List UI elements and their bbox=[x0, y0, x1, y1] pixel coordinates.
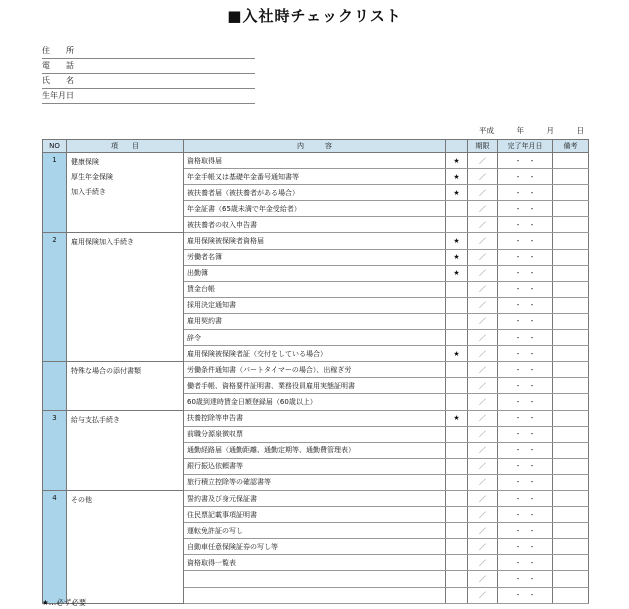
required-mark bbox=[446, 217, 468, 233]
page-title: ■入社時チェックリスト bbox=[227, 7, 402, 25]
required-mark bbox=[446, 523, 468, 539]
remarks-cell[interactable] bbox=[553, 362, 589, 378]
remarks-cell[interactable] bbox=[553, 297, 589, 313]
checklist-item: 出勤簿 bbox=[184, 265, 446, 281]
deadline-cell[interactable] bbox=[468, 587, 498, 603]
completion-date-cell[interactable]: ・ ・ bbox=[498, 555, 553, 571]
completion-date-cell[interactable]: ・ ・ bbox=[498, 233, 553, 249]
checklist-item: 辞令 bbox=[184, 330, 446, 346]
checklist-item: 自動車任意保険証券の写し等 bbox=[184, 539, 446, 555]
completion-date-cell[interactable]: ・ ・ bbox=[498, 281, 553, 297]
table-header-row bbox=[43, 140, 589, 153]
completion-date-cell[interactable]: ・ ・ bbox=[498, 426, 553, 442]
completion-date-cell[interactable]: ・ ・ bbox=[498, 330, 553, 346]
remarks-cell[interactable] bbox=[553, 442, 589, 458]
remarks-cell[interactable] bbox=[553, 507, 589, 523]
completion-date-cell[interactable]: ・ ・ bbox=[498, 153, 553, 169]
section-category bbox=[67, 410, 184, 490]
completion-date-cell[interactable]: ・ ・ bbox=[498, 490, 553, 506]
required-mark bbox=[446, 297, 468, 313]
remarks-cell[interactable] bbox=[553, 265, 589, 281]
completion-date-cell[interactable]: ・ ・ bbox=[498, 458, 553, 474]
checklist-item: 被扶養者届（被扶養者がある場合） bbox=[184, 185, 446, 201]
completion-date-cell[interactable]: ・ ・ bbox=[498, 313, 553, 329]
deadline-slash: ／ bbox=[479, 430, 486, 439]
deadline-cell[interactable] bbox=[468, 507, 498, 523]
deadline-slash: ／ bbox=[479, 462, 486, 471]
required-mark: ★ bbox=[446, 185, 468, 201]
name-row[interactable] bbox=[42, 74, 255, 89]
required-mark: ★ bbox=[446, 153, 468, 169]
checklist-item: 年金証書（65歳未満で年金受給者） bbox=[184, 201, 446, 217]
remarks-cell[interactable] bbox=[553, 458, 589, 474]
deadline-cell[interactable] bbox=[468, 153, 498, 169]
remarks-cell[interactable] bbox=[553, 587, 589, 603]
required-mark bbox=[446, 490, 468, 506]
checklist-item: 労働条件通知書（パートタイマーの場合）、出稼ぎ労 bbox=[184, 362, 446, 378]
remarks-cell[interactable] bbox=[553, 249, 589, 265]
deadline-cell[interactable] bbox=[468, 571, 498, 587]
required-mark bbox=[446, 539, 468, 555]
deadline-slash: ／ bbox=[479, 510, 486, 519]
remarks-cell[interactable] bbox=[553, 330, 589, 346]
completion-date-cell[interactable]: ・ ・ bbox=[498, 523, 553, 539]
deadline-slash: ／ bbox=[479, 478, 486, 487]
col-done-header: 完了年月日 bbox=[498, 140, 553, 153]
deadline-cell[interactable] bbox=[468, 313, 498, 329]
remarks-cell[interactable] bbox=[553, 169, 589, 185]
deadline-cell[interactable] bbox=[468, 362, 498, 378]
remarks-cell[interactable] bbox=[553, 490, 589, 506]
remarks-cell[interactable] bbox=[553, 185, 589, 201]
checklist-item: 住民票記載事項証明書 bbox=[184, 507, 446, 523]
deadline-cell[interactable] bbox=[468, 442, 498, 458]
col-mark-header bbox=[446, 140, 468, 153]
checklist-item: 雇用契約書 bbox=[184, 313, 446, 329]
checklist-item: 前職分源泉徴収票 bbox=[184, 426, 446, 442]
deadline-cell[interactable] bbox=[468, 233, 498, 249]
deadline-slash: ／ bbox=[479, 397, 486, 406]
required-mark bbox=[446, 362, 468, 378]
checklist-item: 資格取得届 bbox=[184, 153, 446, 169]
deadline-slash: ／ bbox=[479, 591, 486, 600]
deadline-slash: ／ bbox=[479, 446, 486, 455]
checklist-item: 賃金台帳 bbox=[184, 281, 446, 297]
deadline-slash: ／ bbox=[479, 253, 486, 262]
required-mark: ★ bbox=[446, 169, 468, 185]
section-category bbox=[67, 362, 184, 410]
deadline-cell[interactable] bbox=[468, 394, 498, 410]
deadline-cell[interactable] bbox=[468, 426, 498, 442]
checklist-item: 雇用保険被保険者資格届 bbox=[184, 233, 446, 249]
required-mark bbox=[446, 555, 468, 571]
deadline-slash: ／ bbox=[479, 237, 486, 246]
deadline-cell[interactable] bbox=[468, 330, 498, 346]
category-line: 加入手続き bbox=[71, 188, 106, 196]
table-row bbox=[43, 233, 589, 249]
required-mark bbox=[446, 201, 468, 217]
deadline-slash: ／ bbox=[479, 156, 486, 165]
deadline-cell[interactable] bbox=[468, 201, 498, 217]
completion-date-cell[interactable]: ・ ・ bbox=[498, 265, 553, 281]
address-label: 住 所 bbox=[42, 46, 74, 55]
deadline-slash: ／ bbox=[479, 349, 486, 358]
category-line: その他 bbox=[71, 495, 92, 504]
completion-date-cell[interactable]: ・ ・ bbox=[498, 571, 553, 587]
completion-date-cell[interactable]: ・ ・ bbox=[498, 474, 553, 490]
checklist-item: 旅行積立控除等の確認書等 bbox=[184, 474, 446, 490]
checklist-item: 運転免許証の写し bbox=[184, 523, 446, 539]
remarks-cell[interactable] bbox=[553, 378, 589, 394]
checklist-item bbox=[184, 571, 446, 587]
deadline-cell[interactable] bbox=[468, 458, 498, 474]
completion-date-cell[interactable]: ・ ・ bbox=[498, 394, 553, 410]
section-number: 3 bbox=[43, 410, 67, 490]
deadline-slash: ／ bbox=[479, 542, 486, 551]
deadline-slash: ／ bbox=[479, 269, 486, 278]
checklist-item: 雇用保険被保険者証（交付をしている場合） bbox=[184, 346, 446, 362]
birthdate-label: 生年月日 bbox=[42, 91, 74, 100]
checklist-item: 被扶養者の収入申告書 bbox=[184, 217, 446, 233]
deadline-cell[interactable] bbox=[468, 378, 498, 394]
deadline-cell[interactable] bbox=[468, 346, 498, 362]
name-label: 氏 名 bbox=[42, 76, 74, 85]
required-mark bbox=[446, 587, 468, 603]
deadline-slash: ／ bbox=[479, 365, 486, 374]
section-category bbox=[67, 153, 184, 233]
remarks-cell[interactable] bbox=[553, 571, 589, 587]
completion-date-cell[interactable]: ・ ・ bbox=[498, 587, 553, 603]
required-mark bbox=[446, 426, 468, 442]
col-item-header: 項 目 bbox=[67, 140, 184, 153]
remarks-cell[interactable] bbox=[553, 410, 589, 426]
remarks-cell[interactable] bbox=[553, 523, 589, 539]
deadline-slash: ／ bbox=[479, 414, 486, 423]
table-row bbox=[43, 153, 589, 169]
category-line: 厚生年金保険 bbox=[71, 173, 113, 181]
remarks-cell[interactable] bbox=[553, 201, 589, 217]
deadline-slash: ／ bbox=[479, 526, 486, 535]
deadline-cell[interactable] bbox=[468, 410, 498, 426]
required-mark bbox=[446, 571, 468, 587]
deadline-cell[interactable] bbox=[468, 169, 498, 185]
deadline-cell[interactable] bbox=[468, 297, 498, 313]
section-number: 4 bbox=[43, 490, 67, 603]
category-line: 雇用保険加入手続き bbox=[71, 238, 134, 247]
deadline-cell[interactable] bbox=[468, 265, 498, 281]
personal-info-block bbox=[42, 44, 255, 104]
completion-date-cell[interactable]: ・ ・ bbox=[498, 362, 553, 378]
completion-date-cell[interactable]: ・ ・ bbox=[498, 249, 553, 265]
deadline-slash: ／ bbox=[479, 494, 486, 503]
required-mark bbox=[446, 394, 468, 410]
deadline-cell[interactable] bbox=[468, 217, 498, 233]
checklist-item bbox=[184, 587, 446, 603]
remarks-cell[interactable] bbox=[553, 426, 589, 442]
category-line: 給与支払手続き bbox=[71, 415, 120, 424]
section-category bbox=[67, 490, 184, 603]
checklist-item: 60歳到達時賃金日額登録届（60歳以上） bbox=[184, 394, 446, 410]
completion-date-cell[interactable]: ・ ・ bbox=[498, 169, 553, 185]
deadline-slash: ／ bbox=[479, 333, 486, 342]
required-mark: ★ bbox=[446, 249, 468, 265]
required-mark bbox=[446, 474, 468, 490]
completion-date-cell[interactable]: ・ ・ bbox=[498, 217, 553, 233]
deadline-cell[interactable] bbox=[468, 281, 498, 297]
required-mark: ★ bbox=[446, 410, 468, 426]
remarks-cell[interactable] bbox=[553, 313, 589, 329]
checklist-item: 通勤経路届（通勤距離、通勤定期等、通勤費管理表） bbox=[184, 442, 446, 458]
category-line: 健康保険 bbox=[71, 158, 99, 166]
legend: ★…必ず必要 bbox=[42, 598, 87, 607]
checklist-item: 年金手帳又は基礎年金番号通知書等 bbox=[184, 169, 446, 185]
deadline-slash: ／ bbox=[479, 301, 486, 310]
section-category bbox=[67, 233, 184, 362]
category-line: 特殊な場合の添付書類 bbox=[71, 367, 141, 376]
col-biko-header: 備考 bbox=[553, 140, 589, 153]
remarks-cell[interactable] bbox=[553, 555, 589, 571]
remarks-cell[interactable] bbox=[553, 217, 589, 233]
required-mark bbox=[446, 507, 468, 523]
remarks-cell[interactable] bbox=[553, 233, 589, 249]
required-mark: ★ bbox=[446, 233, 468, 249]
completion-date-cell[interactable]: ・ ・ bbox=[498, 507, 553, 523]
completion-date-cell[interactable]: ・ ・ bbox=[498, 378, 553, 394]
required-mark bbox=[446, 442, 468, 458]
remarks-cell[interactable] bbox=[553, 281, 589, 297]
phone-row[interactable] bbox=[42, 59, 255, 74]
completion-date-cell[interactable]: ・ ・ bbox=[498, 201, 553, 217]
deadline-cell[interactable] bbox=[468, 523, 498, 539]
completion-date-cell[interactable]: ・ ・ bbox=[498, 539, 553, 555]
table-row bbox=[43, 410, 589, 426]
table-row bbox=[43, 490, 589, 506]
required-mark: ★ bbox=[446, 346, 468, 362]
date-header: 平成 年 月 日 bbox=[479, 126, 584, 135]
deadline-slash: ／ bbox=[479, 285, 486, 294]
address-row[interactable] bbox=[42, 44, 255, 59]
remarks-cell[interactable] bbox=[553, 346, 589, 362]
deadline-slash: ／ bbox=[479, 381, 486, 390]
completion-date-cell[interactable]: ・ ・ bbox=[498, 346, 553, 362]
checklist-item: 資格取得一覧表 bbox=[184, 555, 446, 571]
section-number bbox=[43, 362, 67, 410]
completion-date-cell[interactable]: ・ ・ bbox=[498, 410, 553, 426]
checklist-item: 扶養控除等申告書 bbox=[184, 410, 446, 426]
birthdate-row[interactable] bbox=[42, 89, 255, 104]
required-mark bbox=[446, 378, 468, 394]
section-number: 2 bbox=[43, 233, 67, 362]
deadline-cell[interactable] bbox=[468, 185, 498, 201]
required-mark: ★ bbox=[446, 265, 468, 281]
col-no-header: NO bbox=[43, 140, 67, 153]
deadline-slash: ／ bbox=[479, 317, 486, 326]
checklist-item: 誓約書及び身元保証書 bbox=[184, 490, 446, 506]
deadline-cell[interactable] bbox=[468, 539, 498, 555]
required-mark bbox=[446, 458, 468, 474]
deadline-cell[interactable] bbox=[468, 474, 498, 490]
remarks-cell[interactable] bbox=[553, 153, 589, 169]
deadline-cell[interactable] bbox=[468, 555, 498, 571]
deadline-slash: ／ bbox=[479, 188, 486, 197]
remarks-cell[interactable] bbox=[553, 394, 589, 410]
deadline-slash: ／ bbox=[479, 574, 486, 583]
completion-date-cell[interactable]: ・ ・ bbox=[498, 297, 553, 313]
checklist-item: 採用決定通知書 bbox=[184, 297, 446, 313]
deadline-slash: ／ bbox=[479, 558, 486, 567]
completion-date-cell[interactable]: ・ ・ bbox=[498, 442, 553, 458]
checklist-item: 労働者名簿 bbox=[184, 249, 446, 265]
remarks-cell[interactable] bbox=[553, 474, 589, 490]
required-mark bbox=[446, 330, 468, 346]
deadline-slash: ／ bbox=[479, 204, 486, 213]
deadline-cell[interactable] bbox=[468, 249, 498, 265]
section-number: 1 bbox=[43, 153, 67, 233]
checklist-item: 銀行振込依頼書等 bbox=[184, 458, 446, 474]
col-kigen-header: 期限 bbox=[468, 140, 498, 153]
col-content-header: 内 容 bbox=[184, 140, 446, 153]
required-mark bbox=[446, 313, 468, 329]
checklist-item: 働者手帳、資格要件証明書、業務役員雇用実態証明書 bbox=[184, 378, 446, 394]
checklist-table bbox=[42, 139, 589, 604]
phone-label: 電 話 bbox=[42, 61, 74, 70]
remarks-cell[interactable] bbox=[553, 539, 589, 555]
table-row bbox=[43, 362, 589, 378]
completion-date-cell[interactable]: ・ ・ bbox=[498, 185, 553, 201]
required-mark bbox=[446, 281, 468, 297]
deadline-slash: ／ bbox=[479, 172, 486, 181]
deadline-slash: ／ bbox=[479, 220, 486, 229]
deadline-cell[interactable] bbox=[468, 490, 498, 506]
